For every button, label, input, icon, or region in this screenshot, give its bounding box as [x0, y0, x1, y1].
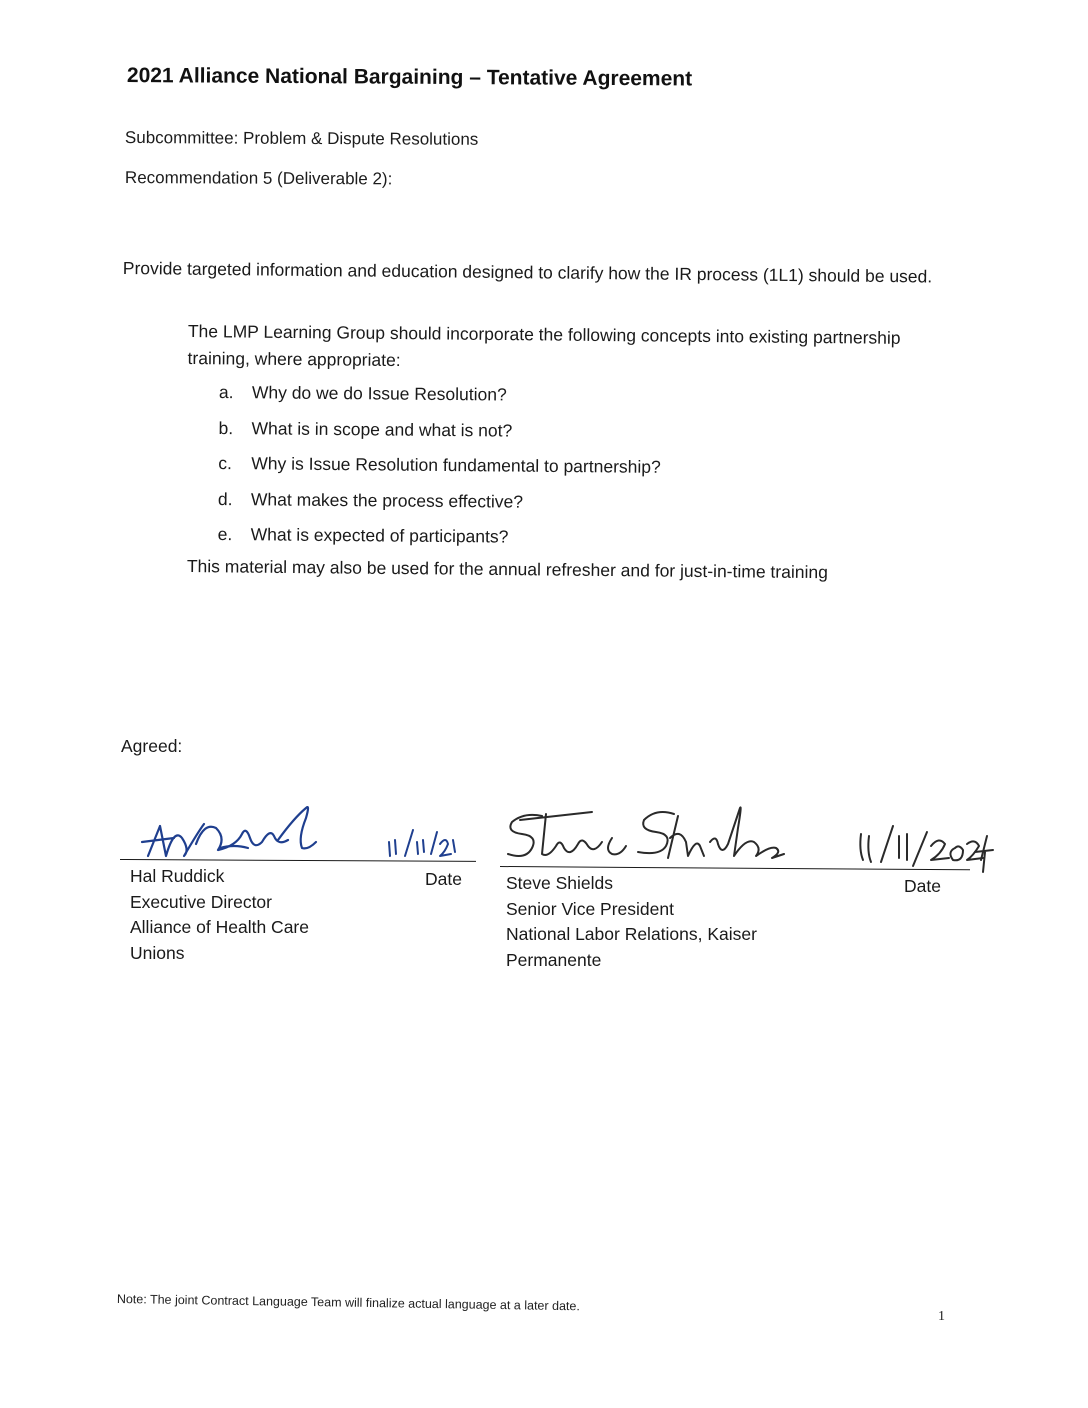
list-item-letter: a.	[218, 381, 234, 403]
signatory-org-continued: Permanente	[506, 949, 602, 970]
left-date-label: Date	[425, 869, 462, 889]
signatory-org-continued: Unions	[130, 942, 185, 963]
signatory-org: Alliance of Health Care	[130, 917, 309, 937]
list-item-letter: c.	[218, 452, 232, 474]
recommendation-line: Recommendation 5 (Deliverable 2):	[124, 168, 393, 189]
list-item-text: What is expected of participants?	[250, 524, 509, 547]
signatory-title: Senior Vice President	[506, 898, 674, 919]
list-item-text: What makes the process effective?	[250, 488, 524, 512]
list-item-text: Why do we do Issue Resolution?	[251, 382, 507, 405]
signatory-name: Hal Ruddick	[130, 866, 225, 886]
list-item	[218, 415, 661, 454]
list-item	[219, 380, 662, 419]
page-number: 1	[938, 1309, 945, 1324]
left-signatory-block	[130, 864, 309, 966]
intro-paragraph: Provide targeted information and education designed to clarify how the IR process (1L1) should be used.	[122, 257, 933, 287]
footer-note: Note: The joint Contract Language Team will finalize actual language at a later date.	[116, 1292, 580, 1314]
lmp-paragraph: The LMP Learning Group should incorporate the following concepts into existing partnership training, where appropriate:	[187, 320, 901, 371]
list-item	[218, 451, 661, 490]
list-item	[217, 522, 660, 561]
agreed-label: Agreed:	[121, 736, 183, 756]
signatory-org: National Labor Relations, Kaiser	[506, 924, 757, 944]
list-item-text: What is in scope and what is not?	[251, 417, 513, 441]
list-item-text: Why is Issue Resolution fundamental to partnership?	[251, 453, 661, 477]
list-item-letter: e.	[217, 523, 233, 545]
closing-paragraph: This material may also be used for the annual refresher and for just-in-time training	[186, 556, 828, 583]
subcommittee-line: Subcommittee: Problem & Dispute Resolutions	[124, 128, 479, 149]
list-item-letter: d.	[217, 488, 233, 509]
list-item-letter: b.	[218, 417, 234, 438]
concepts-list	[217, 380, 661, 561]
signatory-name: Steve Shields	[506, 873, 614, 893]
list-item	[218, 486, 661, 525]
right-date-label: Date	[904, 876, 941, 896]
steve-shields-signature	[502, 798, 792, 870]
document-title: 2021 Alliance National Bargaining – Tentative Agreement	[126, 64, 693, 91]
hal-ruddick-signature	[138, 798, 318, 862]
signatory-title: Executive Director	[130, 891, 272, 912]
right-signatory-block	[506, 871, 757, 973]
